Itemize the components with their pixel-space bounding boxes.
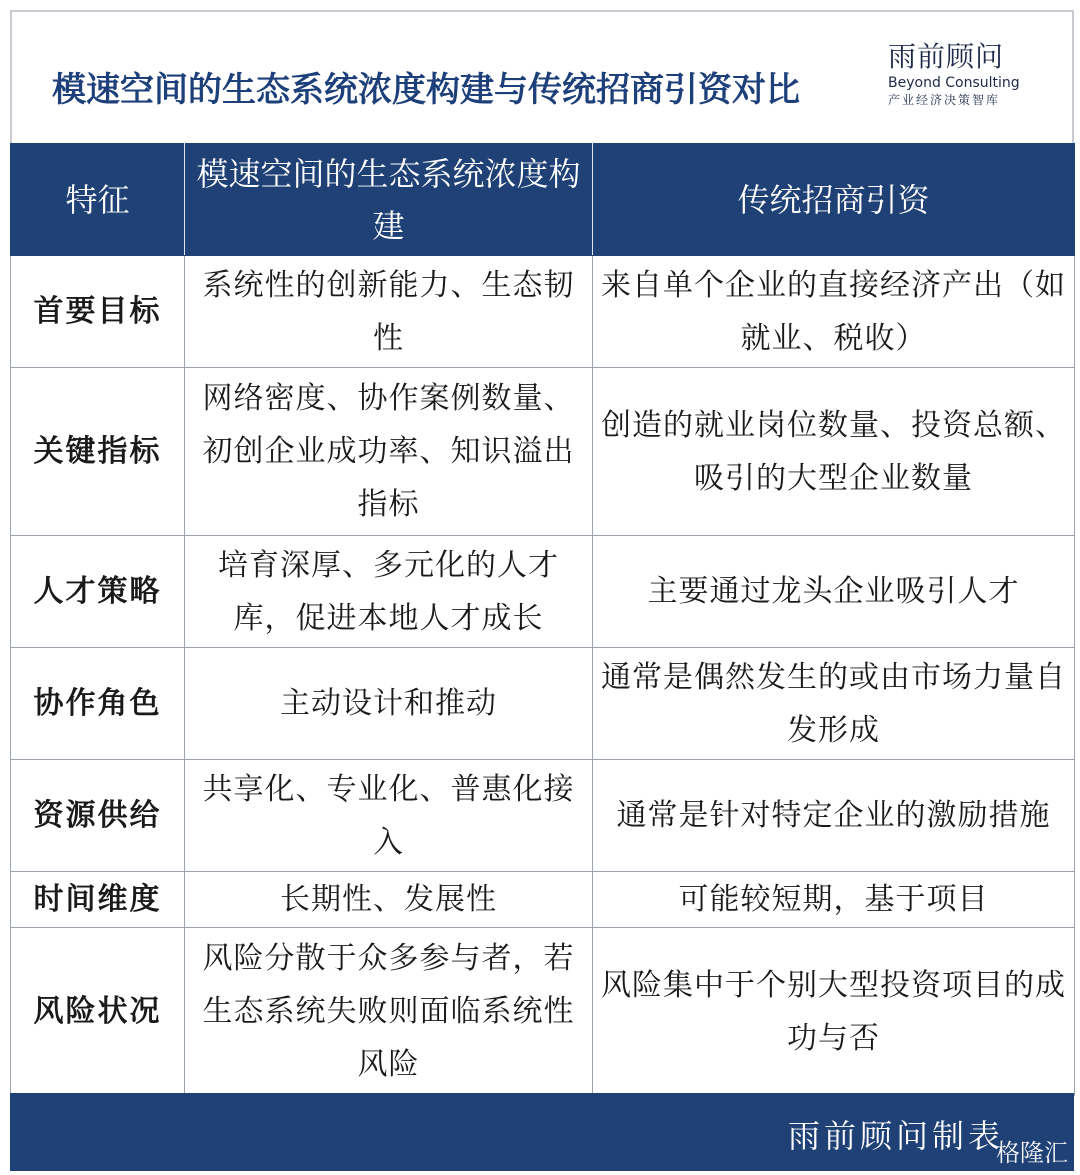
table-row [11, 760, 1075, 872]
row-modu-cell: 长期性、发展性 [185, 872, 593, 928]
table-row [11, 368, 1075, 536]
header [10, 10, 1074, 144]
row-modu-cell: 风险分散于众多参与者，若生态系统失败则面临系统性风险 [185, 928, 593, 1096]
page-title: 模速空间的生态系统浓度构建与传统招商引资对比 [52, 70, 800, 110]
row-modu-cell: 培育深厚、多元化的人才库，促进本地人才成长 [185, 536, 593, 648]
row-feature: 风险状况 [11, 928, 185, 1096]
row-modu-cell: 主动设计和推动 [185, 648, 593, 760]
watermark: 格隆汇 [996, 1139, 1068, 1167]
row-modu-cell: 网络密度、协作案例数量、初创企业成功率、知识溢出指标 [185, 368, 593, 536]
row-feature: 人才策略 [11, 536, 185, 648]
row-traditional-cell: 来自单个企业的直接经济产出（如就业、税收） [593, 256, 1075, 368]
footer-bar [10, 1093, 1074, 1171]
brand-logo [888, 42, 1038, 108]
table-row [11, 256, 1075, 368]
logo-chinese-name: 雨前顾问 [888, 40, 1005, 73]
footer-credit: 雨前顾问制表 [787, 1117, 1004, 1155]
row-modu-cell: 系统性的创新能力、生态韧性 [185, 256, 593, 368]
column-header-traditional: 传统招商引资 [593, 144, 1075, 256]
table-row [11, 536, 1075, 648]
row-traditional-cell: 通常是针对特定企业的激励措施 [593, 760, 1075, 872]
row-feature: 首要目标 [11, 256, 185, 368]
row-feature: 时间维度 [11, 872, 185, 928]
logo-english-name: Beyond Consulting [888, 75, 1020, 91]
row-traditional-cell: 通常是偶然发生的或由市场力量自发形成 [593, 648, 1075, 760]
row-traditional-cell: 可能较短期，基于项目 [593, 872, 1075, 928]
row-feature: 协作角色 [11, 648, 185, 760]
row-traditional-cell: 创造的就业岗位数量、投资总额、吸引的大型企业数量 [593, 368, 1075, 536]
comparison-table [10, 143, 1075, 1096]
logo-tagline: 产业经济决策智库 [888, 93, 1001, 107]
table-row [11, 928, 1075, 1096]
row-traditional-cell: 主要通过龙头企业吸引人才 [593, 536, 1075, 648]
table-row [11, 872, 1075, 928]
column-header-feature: 特征 [11, 144, 185, 256]
row-traditional-cell: 风险集中于个别大型投资项目的成功与否 [593, 928, 1075, 1096]
table-header-row [11, 144, 1075, 256]
row-feature: 关键指标 [11, 368, 185, 536]
column-header-modu: 模速空间的生态系统浓度构建 [185, 144, 593, 256]
table-row [11, 648, 1075, 760]
row-modu-cell: 共享化、专业化、普惠化接入 [185, 760, 593, 872]
row-feature: 资源供给 [11, 760, 185, 872]
